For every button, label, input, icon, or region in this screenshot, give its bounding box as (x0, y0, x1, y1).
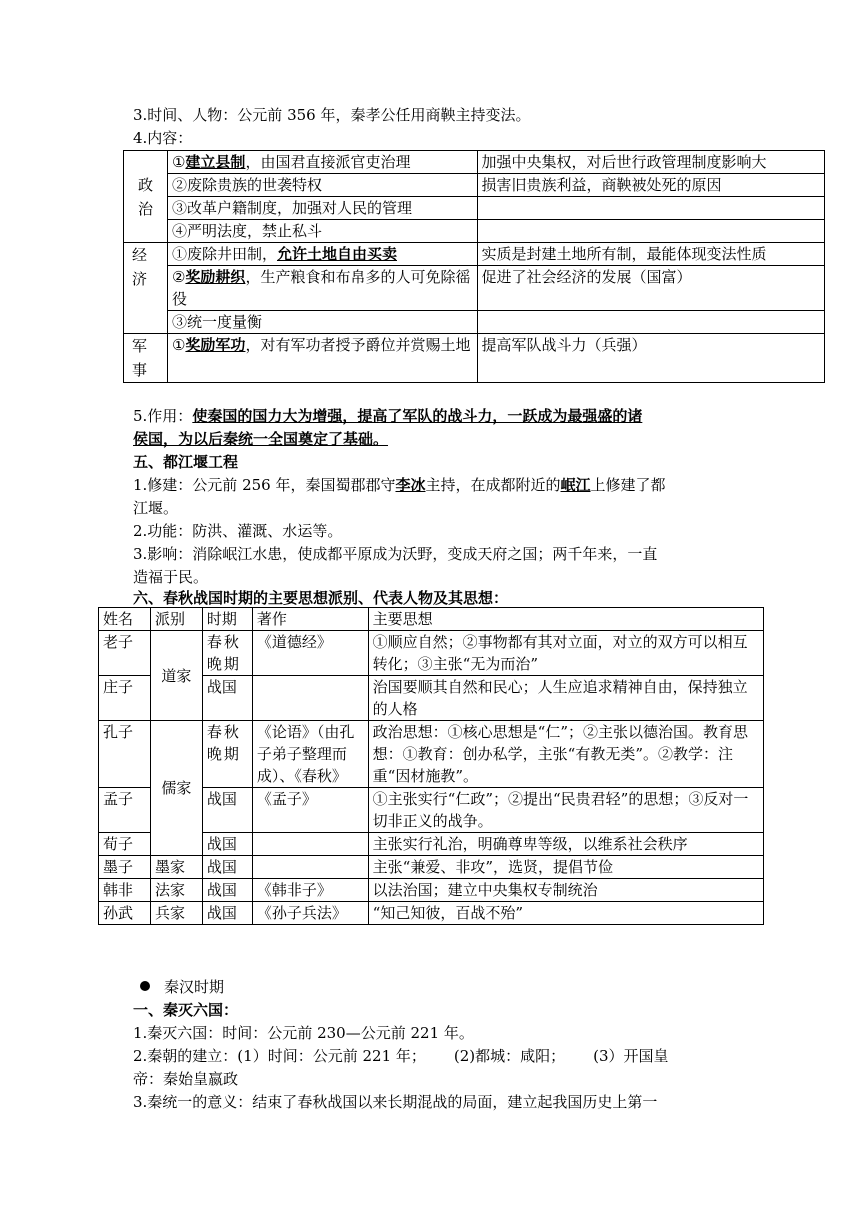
table-cell: ①建立县制，由国君直接派官吏治理 (167, 151, 477, 174)
cell-work (252, 833, 368, 856)
qinhan-title: 秦汉时期 (140, 976, 224, 999)
politics-label: 政治 (124, 151, 168, 243)
header-name: 姓名 (99, 608, 151, 631)
cell-period: 战国 (202, 833, 252, 856)
bullet-icon (140, 981, 150, 991)
cell-period: 春秋晚期 (202, 631, 252, 676)
table-cell: 损害旧贵族利益，商鞅被处死的原因 (477, 174, 825, 197)
dujiangyan-heading: 五、都江堰工程 (133, 453, 239, 471)
cell-school: 墨家 (150, 856, 202, 879)
cell-name: 老子 (99, 631, 151, 676)
cell-work: 《论语》（由孔子弟子整理而成）、《春秋》 (252, 721, 368, 788)
table-cell (477, 220, 825, 243)
table-cell: 加强中央集权，对后世行政管理制度影响大 (477, 151, 825, 174)
cell-period: 战国 (202, 879, 252, 902)
cell-name: 韩非 (99, 879, 151, 902)
cell-school-daojia: 道家 (150, 631, 202, 721)
cell-work: 《孙子兵法》 (252, 902, 368, 925)
effect-line-2: 侯国，为以后秦统一全国奠定了基础。 (133, 430, 389, 448)
table-row (124, 220, 825, 243)
cell-name: 孙武 (99, 902, 151, 925)
economy-label: 经济 (124, 243, 168, 334)
table-row (99, 902, 764, 925)
table-cell: ④严明法度，禁止私斗 (167, 220, 477, 243)
table-row (124, 334, 825, 383)
table-cell (477, 311, 825, 334)
cell-name: 墨子 (99, 856, 151, 879)
table-cell: ③统一度量衡 (167, 311, 477, 334)
table-row (124, 151, 825, 174)
table-cell: 提高军队战斗力（兵强） (477, 334, 825, 383)
header-period: 时期 (202, 608, 252, 631)
table-cell (477, 197, 825, 220)
schools-table (98, 607, 764, 925)
cell-school: 法家 (150, 879, 202, 902)
table-cell: ①废除井田制，允许土地自由买卖 (167, 243, 477, 266)
table-row (124, 243, 825, 266)
dujiangyan-item1-cont: 江堰。 (133, 499, 179, 517)
qinhan-item2-cont: 帝：秦始皇嬴政 (133, 1070, 239, 1088)
header-thought: 主要思想 (368, 608, 763, 631)
qinhan-item1: 1.秦灭六国：时间：公元前 230—公元前 221 年。 (133, 1024, 474, 1042)
table-row (99, 721, 764, 788)
table-row (99, 879, 764, 902)
cell-thought: 治国要顺其自然和民心；人生应追求精神自由，保持独立的人格 (368, 676, 763, 721)
dujiangyan-item1: 1.修建：公元前 256 年，秦国蜀郡郡守李冰主持，在成都附近的岷江上修建了都 (133, 476, 666, 494)
cell-name: 庄子 (99, 676, 151, 721)
table-cell: ②废除贵族的世袭特权 (167, 174, 477, 197)
cell-thought: 主张实行礼治，明确尊卑等级，以维系社会秩序 (368, 833, 763, 856)
qinhan-item3: 3.秦统一的意义：结束了春秋战国以来长期混战的局面，建立起我国历史上第一 (133, 1093, 658, 1111)
table-cell: 实质是封建土地所有制，最能体现变法性质 (477, 243, 825, 266)
schools-heading: 六、春秋战国时期的主要思想派别、代表人物及其思想： (133, 589, 509, 607)
cell-school-rujia: 儒家 (150, 721, 202, 856)
cell-work: 《道德经》 (252, 631, 368, 676)
military-label: 军事 (124, 334, 168, 383)
effect-line-1: 5.作用：使秦国的国力大为增强，提高了军队的战斗力，一跃成为最强盛的诸 (133, 407, 643, 425)
header-school: 派别 (150, 608, 202, 631)
table-cell: ①奖励军功，对有军功者授予爵位并赏赐土地 (167, 334, 477, 383)
dujiangyan-item3: 3.影响：消除岷江水患，使成都平原成为沃野，变成天府之国；两千年来，一直 (133, 545, 658, 563)
table-cell: ②奖励耕织，生产粮食和布帛多的人可免除徭役 (167, 266, 477, 311)
cell-name: 孟子 (99, 788, 151, 833)
qinhan-heading: 一、秦灭六国： (133, 1001, 239, 1019)
cell-thought: 以法治国；建立中央集权专制统治 (368, 879, 763, 902)
cell-period: 战国 (202, 788, 252, 833)
qinhan-item2: 2.秦朝的建立：(1）时间：公元前 221 年； (2)都城：咸阳； (3）开国皇 (133, 1047, 669, 1065)
dujiangyan-item2: 2.功能：防洪、灌溉、水运等。 (133, 522, 343, 540)
cell-thought: ①顺应自然；②事物都有其对立面，对立的双方可以相互转化；③主张“无为而治” (368, 631, 763, 676)
cell-thought: ①主张实行“仁政”；②提出“民贵君轻”的思想；③反对一切非正义的战争。 (368, 788, 763, 833)
cell-work (252, 856, 368, 879)
cell-period: 战国 (202, 856, 252, 879)
dujiangyan-item3-cont: 造福于民。 (133, 568, 209, 586)
cell-thought: 主张“兼爱、非攻”，选贤，提倡节俭 (368, 856, 763, 879)
table-row (99, 631, 764, 676)
cell-name: 孔子 (99, 721, 151, 788)
cell-period: 战国 (202, 676, 252, 721)
cell-thought: “知己知彼，百战不殆” (368, 902, 763, 925)
reform-content-label: 4.内容： (133, 129, 193, 147)
reform-time-line: 3.时间、人物：公元前 356 年，秦孝公任用商鞅主持变法。 (133, 106, 531, 124)
reform-table (123, 150, 825, 383)
table-row (124, 197, 825, 220)
cell-name: 荀子 (99, 833, 151, 856)
header-work: 著作 (252, 608, 368, 631)
cell-work: 《孟子》 (252, 788, 368, 833)
cell-work: 《韩非子》 (252, 879, 368, 902)
table-row (124, 174, 825, 197)
table-header-row (99, 608, 764, 631)
cell-work (252, 676, 368, 721)
table-row (99, 856, 764, 879)
cell-school: 兵家 (150, 902, 202, 925)
table-row (124, 311, 825, 334)
cell-period: 春秋晚期 (202, 721, 252, 788)
cell-thought: 政治思想：①核心思想是“仁”；②主张以德治国。教育思想：①教育：创办私学，主张“有教无类”。②教学：注重“因材施教”。 (368, 721, 763, 788)
table-cell: ③改革户籍制度，加强对人民的管理 (167, 197, 477, 220)
table-row (124, 266, 825, 311)
cell-period: 战国 (202, 902, 252, 925)
table-cell: 促进了社会经济的发展（国富） (477, 266, 825, 311)
